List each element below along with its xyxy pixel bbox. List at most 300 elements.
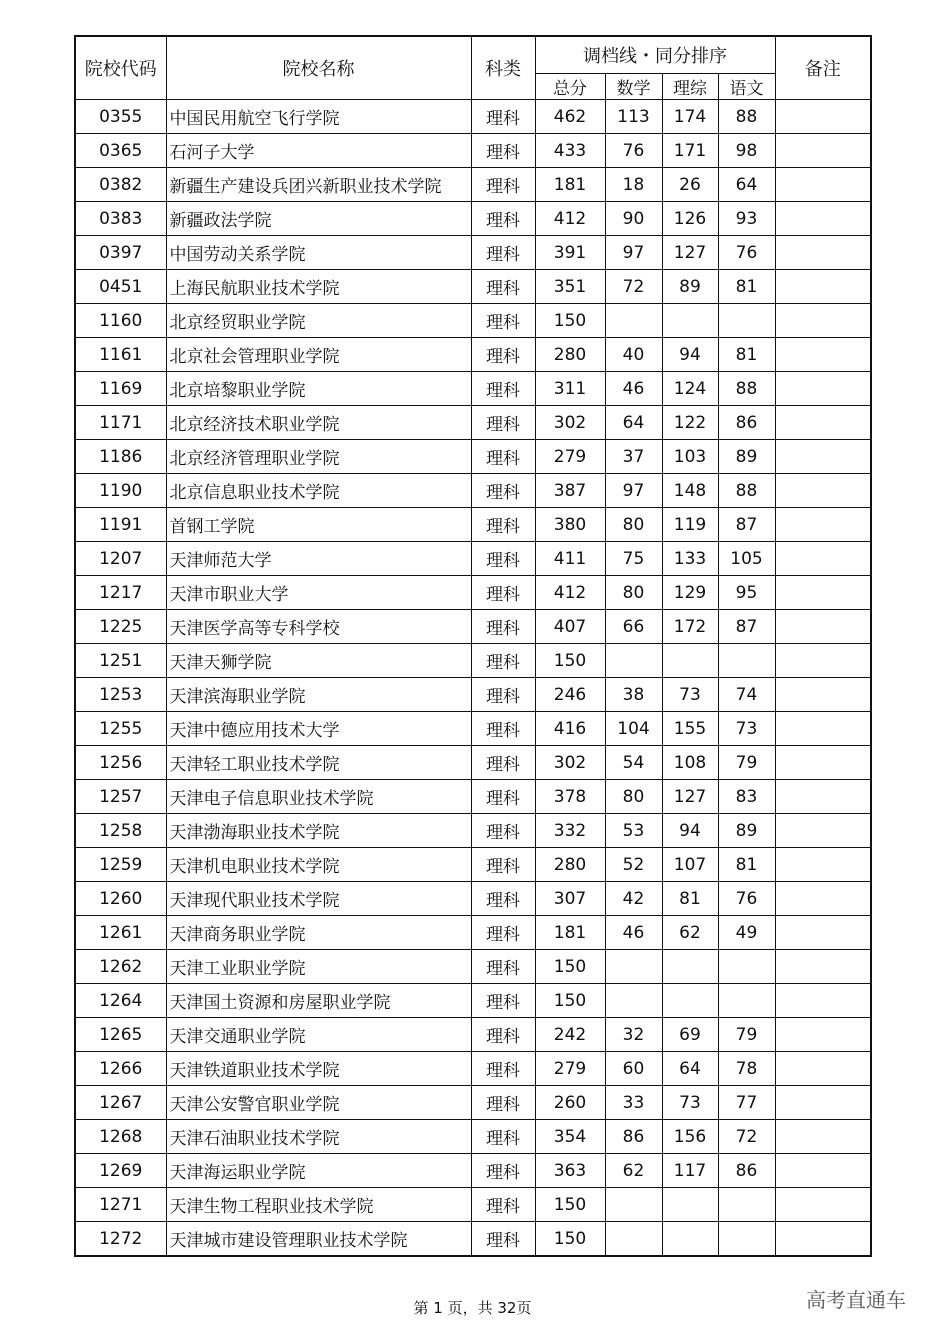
cell-code: 0397 [75,236,166,270]
cell-code: 1253 [75,678,166,712]
cell-note [775,984,871,1018]
cell-type: 理科 [471,610,535,644]
cell-total: 378 [535,780,605,814]
cell-code: 1260 [75,882,166,916]
cell-chinese: 78 [718,1052,775,1086]
cell-math: 62 [605,1154,662,1188]
header-type: 科类 [471,36,535,100]
cell-chinese: 49 [718,916,775,950]
cell-name: 石河子大学 [166,134,471,168]
cell-math: 32 [605,1018,662,1052]
cell-code: 1268 [75,1120,166,1154]
cell-sci: 172 [662,610,718,644]
cell-note [775,168,871,202]
cell-type: 理科 [471,168,535,202]
cell-note [775,338,871,372]
cell-total: 412 [535,202,605,236]
table-row [75,848,871,882]
cell-math: 76 [605,134,662,168]
cell-code: 1225 [75,610,166,644]
cell-sci [662,304,718,338]
brand-watermark: 高考直通车 [806,1288,906,1312]
page-footer: 第 1 页，共 32页 [413,1299,532,1317]
cell-sci [662,950,718,984]
table-row [75,1222,871,1257]
cell-chinese: 79 [718,1018,775,1052]
cell-type: 理科 [471,746,535,780]
cell-type: 理科 [471,882,535,916]
cell-code: 0365 [75,134,166,168]
cell-name: 北京社会管理职业学院 [166,338,471,372]
cell-sci [662,1188,718,1222]
cell-sci: 174 [662,100,718,134]
cell-math [605,1222,662,1257]
cell-code: 0383 [75,202,166,236]
table-row [75,134,871,168]
cell-name: 北京经济技术职业学院 [166,406,471,440]
cell-code: 1264 [75,984,166,1018]
cell-note [775,1086,871,1120]
cell-code: 1171 [75,406,166,440]
cell-total: 150 [535,950,605,984]
cell-name: 天津滨海职业学院 [166,678,471,712]
cell-sci: 119 [662,508,718,542]
table-row [75,1154,871,1188]
table-row [75,882,871,916]
table-row [75,338,871,372]
cell-code: 1207 [75,542,166,576]
cell-name: 北京经贸职业学院 [166,304,471,338]
cell-type: 理科 [471,780,535,814]
cell-name: 首钢工学院 [166,508,471,542]
cell-type: 理科 [471,202,535,236]
cell-math: 46 [605,916,662,950]
table-row [75,950,871,984]
cell-math: 37 [605,440,662,474]
cell-name: 北京经济管理职业学院 [166,440,471,474]
table-row [75,406,871,440]
cell-math: 46 [605,372,662,406]
cell-code: 1169 [75,372,166,406]
cell-name: 新疆生产建设兵团兴新职业技术学院 [166,168,471,202]
cell-math: 64 [605,406,662,440]
cell-type: 理科 [471,678,535,712]
cell-code: 1186 [75,440,166,474]
cell-code: 0451 [75,270,166,304]
cell-total: 332 [535,814,605,848]
table-row [75,440,871,474]
header-group: 调档线・同分排序 [535,36,775,74]
table-row [75,576,871,610]
cell-sci [662,984,718,1018]
cell-math: 42 [605,882,662,916]
cell-code: 1255 [75,712,166,746]
table-row [75,678,871,712]
cell-name: 天津交通职业学院 [166,1018,471,1052]
cell-math: 66 [605,610,662,644]
cell-sci: 73 [662,1086,718,1120]
cell-math: 113 [605,100,662,134]
cell-type: 理科 [471,338,535,372]
cell-sci: 108 [662,746,718,780]
cell-chinese: 81 [718,338,775,372]
cell-math: 75 [605,542,662,576]
cell-chinese: 86 [718,406,775,440]
cell-sci: 133 [662,542,718,576]
cell-sci: 127 [662,236,718,270]
cell-name: 天津公安警官职业学院 [166,1086,471,1120]
cell-note [775,882,871,916]
cell-math: 18 [605,168,662,202]
cell-chinese: 81 [718,848,775,882]
cell-total: 407 [535,610,605,644]
cell-note [775,950,871,984]
table-row [75,712,871,746]
cell-code: 1267 [75,1086,166,1120]
cell-total: 391 [535,236,605,270]
cell-sci: 127 [662,780,718,814]
cell-name: 天津轻工职业技术学院 [166,746,471,780]
cell-name: 天津师范大学 [166,542,471,576]
cell-type: 理科 [471,1222,535,1257]
cell-sci: 62 [662,916,718,950]
cell-type: 理科 [471,984,535,1018]
cell-math: 52 [605,848,662,882]
table-row [75,780,871,814]
cell-type: 理科 [471,440,535,474]
cell-note [775,1154,871,1188]
cell-chinese [718,950,775,984]
cell-sci: 148 [662,474,718,508]
cell-chinese [718,644,775,678]
cell-sci: 122 [662,406,718,440]
cell-note [775,542,871,576]
table-row [75,202,871,236]
cell-chinese: 88 [718,474,775,508]
cell-code: 1257 [75,780,166,814]
cell-sci: 73 [662,678,718,712]
cell-type: 理科 [471,270,535,304]
table-row [75,610,871,644]
cell-total: 351 [535,270,605,304]
cell-sci: 94 [662,338,718,372]
cell-name: 新疆政法学院 [166,202,471,236]
cell-total: 181 [535,916,605,950]
cell-code: 1261 [75,916,166,950]
cell-chinese: 105 [718,542,775,576]
cell-name: 天津电子信息职业技术学院 [166,780,471,814]
cell-chinese: 64 [718,168,775,202]
cell-name: 中国民用航空飞行学院 [166,100,471,134]
cell-math: 80 [605,780,662,814]
cell-total: 307 [535,882,605,916]
cell-name: 上海民航职业技术学院 [166,270,471,304]
admission-score-table [74,35,872,1257]
table-body [75,100,871,1257]
cell-note [775,474,871,508]
cell-chinese: 89 [718,814,775,848]
cell-sci: 124 [662,372,718,406]
cell-sci: 26 [662,168,718,202]
cell-total: 462 [535,100,605,134]
cell-note [775,1188,871,1222]
cell-sci: 107 [662,848,718,882]
cell-note [775,440,871,474]
table-row [75,168,871,202]
cell-total: 311 [535,372,605,406]
cell-type: 理科 [471,406,535,440]
cell-code: 1265 [75,1018,166,1052]
cell-math: 54 [605,746,662,780]
cell-note [775,134,871,168]
table-row [75,270,871,304]
cell-total: 260 [535,1086,605,1120]
table-row [75,372,871,406]
cell-type: 理科 [471,1188,535,1222]
cell-total: 280 [535,338,605,372]
cell-chinese [718,304,775,338]
cell-total: 302 [535,406,605,440]
table-row [75,236,871,270]
table-row [75,1052,871,1086]
cell-name: 天津天狮学院 [166,644,471,678]
table-row [75,984,871,1018]
cell-note [775,712,871,746]
cell-chinese: 86 [718,1154,775,1188]
cell-sci: 126 [662,202,718,236]
cell-type: 理科 [471,712,535,746]
cell-chinese: 98 [718,134,775,168]
cell-type: 理科 [471,372,535,406]
cell-code: 1272 [75,1222,166,1257]
cell-code: 1217 [75,576,166,610]
cell-sci: 155 [662,712,718,746]
cell-math [605,1188,662,1222]
cell-chinese: 81 [718,270,775,304]
cell-name: 天津中德应用技术大学 [166,712,471,746]
cell-chinese: 89 [718,440,775,474]
cell-total: 411 [535,542,605,576]
cell-chinese: 77 [718,1086,775,1120]
cell-note [775,304,871,338]
cell-total: 412 [535,576,605,610]
cell-name: 北京培黎职业学院 [166,372,471,406]
cell-sci: 94 [662,814,718,848]
cell-sci: 171 [662,134,718,168]
cell-math: 90 [605,202,662,236]
cell-math: 60 [605,1052,662,1086]
cell-math: 40 [605,338,662,372]
cell-chinese: 73 [718,712,775,746]
cell-type: 理科 [471,508,535,542]
cell-math: 72 [605,270,662,304]
cell-sci: 129 [662,576,718,610]
cell-math [605,950,662,984]
cell-total: 150 [535,1188,605,1222]
cell-name: 中国劳动关系学院 [166,236,471,270]
cell-name: 天津城市建设管理职业技术学院 [166,1222,471,1257]
cell-name: 天津海运职业学院 [166,1154,471,1188]
cell-math: 80 [605,508,662,542]
cell-sci: 117 [662,1154,718,1188]
header-math: 数学 [605,74,662,100]
cell-sci [662,1222,718,1257]
cell-note [775,678,871,712]
cell-code: 1258 [75,814,166,848]
cell-note [775,746,871,780]
cell-type: 理科 [471,1018,535,1052]
cell-total: 387 [535,474,605,508]
cell-type: 理科 [471,1052,535,1086]
table-row [75,1086,871,1120]
cell-type: 理科 [471,100,535,134]
cell-math: 53 [605,814,662,848]
header-code: 院校代码 [75,36,166,100]
cell-note [775,372,871,406]
cell-total: 246 [535,678,605,712]
table-row [75,1120,871,1154]
cell-note [775,644,871,678]
cell-total: 150 [535,1222,605,1257]
cell-name: 天津国土资源和房屋职业学院 [166,984,471,1018]
cell-type: 理科 [471,1154,535,1188]
cell-name: 天津渤海职业技术学院 [166,814,471,848]
table-row [75,644,871,678]
cell-total: 242 [535,1018,605,1052]
cell-code: 1160 [75,304,166,338]
cell-math: 33 [605,1086,662,1120]
cell-note [775,1018,871,1052]
cell-chinese: 88 [718,372,775,406]
cell-note [775,610,871,644]
cell-total: 363 [535,1154,605,1188]
cell-total: 181 [535,168,605,202]
cell-sci [662,644,718,678]
cell-chinese: 87 [718,610,775,644]
cell-code: 1259 [75,848,166,882]
table-row [75,746,871,780]
cell-type: 理科 [471,304,535,338]
cell-chinese [718,984,775,1018]
cell-chinese: 95 [718,576,775,610]
cell-chinese [718,1222,775,1257]
cell-type: 理科 [471,576,535,610]
cell-code: 1269 [75,1154,166,1188]
cell-chinese [718,1188,775,1222]
cell-name: 天津商务职业学院 [166,916,471,950]
cell-type: 理科 [471,950,535,984]
cell-note [775,1120,871,1154]
cell-math: 86 [605,1120,662,1154]
cell-note [775,202,871,236]
cell-type: 理科 [471,1120,535,1154]
cell-sci: 81 [662,882,718,916]
header-name: 院校名称 [166,36,471,100]
cell-code: 1161 [75,338,166,372]
cell-total: 280 [535,848,605,882]
cell-sci: 156 [662,1120,718,1154]
cell-type: 理科 [471,1086,535,1120]
cell-note [775,508,871,542]
table-row [75,304,871,338]
header-note: 备注 [775,36,871,100]
cell-note [775,916,871,950]
cell-math: 97 [605,236,662,270]
table-row [75,916,871,950]
cell-note [775,1052,871,1086]
cell-sci: 89 [662,270,718,304]
cell-math: 97 [605,474,662,508]
cell-name: 北京信息职业技术学院 [166,474,471,508]
cell-type: 理科 [471,916,535,950]
cell-type: 理科 [471,644,535,678]
cell-total: 354 [535,1120,605,1154]
cell-note [775,848,871,882]
cell-total: 416 [535,712,605,746]
cell-sci: 64 [662,1052,718,1086]
table-row [75,1018,871,1052]
cell-note [775,100,871,134]
cell-total: 150 [535,984,605,1018]
table-row [75,508,871,542]
cell-name: 天津石油职业技术学院 [166,1120,471,1154]
cell-note [775,406,871,440]
cell-note [775,576,871,610]
cell-name: 天津医学高等专科学校 [166,610,471,644]
table-row [75,100,871,134]
cell-name: 天津市职业大学 [166,576,471,610]
cell-name: 天津工业职业学院 [166,950,471,984]
cell-code: 1262 [75,950,166,984]
cell-chinese: 76 [718,882,775,916]
cell-code: 1251 [75,644,166,678]
cell-total: 433 [535,134,605,168]
header-sci: 理综 [662,74,718,100]
cell-type: 理科 [471,814,535,848]
cell-chinese: 93 [718,202,775,236]
cell-chinese: 88 [718,100,775,134]
cell-total: 150 [535,304,605,338]
cell-math [605,304,662,338]
header-chinese: 语文 [718,74,775,100]
cell-chinese: 72 [718,1120,775,1154]
cell-sci: 103 [662,440,718,474]
cell-math [605,984,662,1018]
cell-name: 天津铁道职业技术学院 [166,1052,471,1086]
cell-math: 80 [605,576,662,610]
table-row [75,1188,871,1222]
cell-total: 380 [535,508,605,542]
cell-sci: 69 [662,1018,718,1052]
cell-note [775,270,871,304]
cell-type: 理科 [471,474,535,508]
cell-chinese: 87 [718,508,775,542]
cell-code: 0382 [75,168,166,202]
table-row [75,542,871,576]
cell-chinese: 83 [718,780,775,814]
cell-code: 1256 [75,746,166,780]
cell-type: 理科 [471,848,535,882]
cell-type: 理科 [471,542,535,576]
cell-code: 1190 [75,474,166,508]
cell-total: 279 [535,440,605,474]
cell-math [605,644,662,678]
cell-chinese: 74 [718,678,775,712]
cell-code: 1266 [75,1052,166,1086]
cell-name: 天津现代职业技术学院 [166,882,471,916]
cell-chinese: 79 [718,746,775,780]
cell-total: 302 [535,746,605,780]
